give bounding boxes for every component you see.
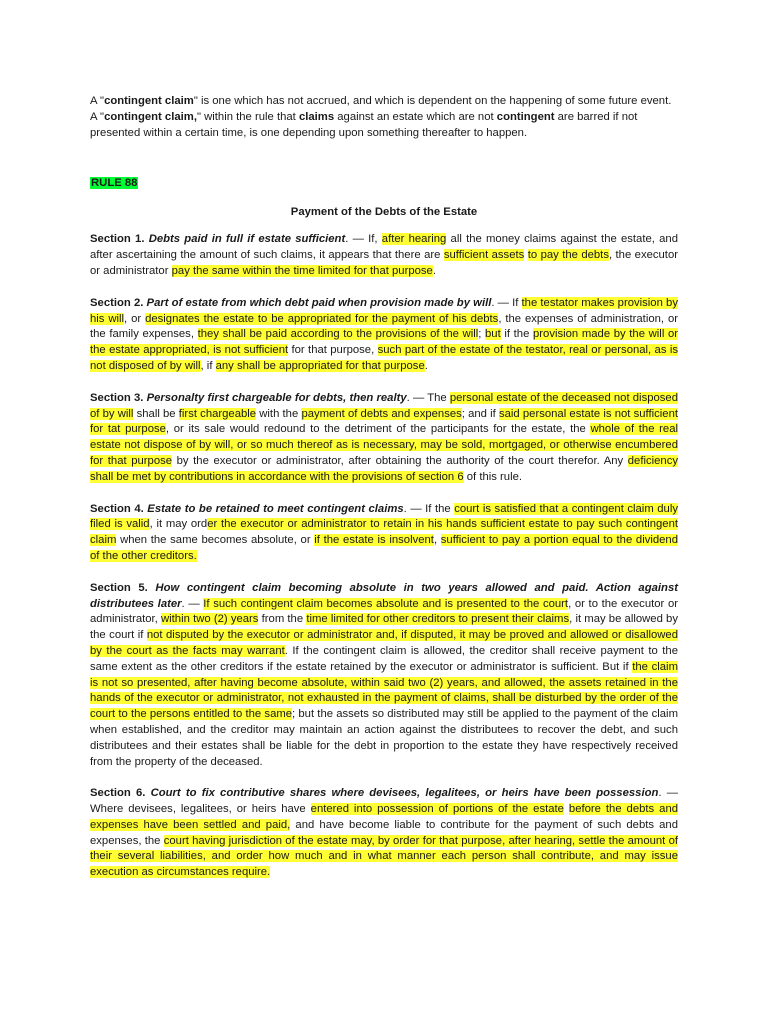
text-run: contingent claim, (104, 110, 197, 123)
text-run: . — Where devisees, legalitees, or heirs have (90, 787, 678, 816)
text-run: , it may be allowed by the court if (90, 613, 678, 642)
highlighted-text: provision made by the will or the estate appropriated, is not sufficient (90, 328, 679, 357)
text-run: . — (181, 597, 204, 610)
text-run: Section 2. (90, 296, 147, 309)
text-run: and have become liable to contribute for the payment of such debts and expenses, the (90, 818, 678, 847)
document-title: Payment of the Debts of the Estate (290, 206, 478, 219)
highlighted-text: but (485, 328, 501, 341)
text-run: , or to the executor or administrator, (90, 597, 678, 626)
text-run: , the expenses of administration, or the family expenses, (90, 312, 678, 341)
intro-paragraph (90, 94, 678, 141)
text-run: , or (124, 312, 146, 325)
highlighted-text: before the debts and expenses have been settled and paid, (90, 803, 679, 831)
text-run: if the (500, 328, 533, 341)
text-run: " is one which has not accrued, and which is dependent on the happening of some future event. A " (90, 95, 672, 123)
text-run: by the executor or administrator, after obtaining the authority of the court therefor. Any (172, 454, 628, 467)
text-run: Section 1. (90, 233, 149, 246)
text-run: , (433, 534, 441, 547)
highlighted-text: payment of debts and expenses (301, 407, 462, 420)
text-run: for that purpose, (288, 344, 378, 357)
text-run: Estate to be retained to meet contingent claims (147, 502, 404, 515)
highlighted-text: pay the same within the time limited for that purpose (171, 264, 433, 277)
highlighted-text: said personal estate is not sufficient for tat purpose (90, 407, 678, 436)
text-run: . If the contingent claim is allowed, the creditor shall receive payment to the same extent as the other creditors if the estate retained by the executor or administrator is sufficient. But if (90, 644, 678, 673)
text-run: Debts paid in full if estate sufficient (148, 233, 346, 246)
text-run: all the money claims against the estate, and after ascertaining the amount of such claims, it appears that there are (90, 233, 678, 262)
text-run: Section 5. (90, 581, 156, 594)
highlighted-text: If such contingent claim becomes absolute and is presented to the court (203, 597, 569, 610)
text-run: shall be (133, 407, 179, 420)
highlighted-text: er the executor or administrator to retain in his hands sufficient estate to pay such contingent claim (90, 518, 678, 547)
text-run: . — The (406, 391, 450, 404)
text-run: , it may ord (149, 518, 208, 531)
highlighted-text: court is satisfied that a contingent claim duly filed is valid (90, 502, 678, 531)
text-run: . (432, 264, 436, 277)
text-run: ; (478, 328, 486, 341)
text-run: Section 3. (90, 391, 147, 404)
text-run: How contingent claim becoming absolute in two years allowed and paid. Action against distributees later (90, 581, 678, 610)
rule-label: RULE 88 (91, 177, 138, 190)
text-run: are barred if not presented within a certain time, is one depending upon something thereafter to happen. (90, 110, 638, 139)
text-run: ; but the assets so distributed may still be applied to the payment of the claim when established, and the creditor may maintain an action against the distributees to recover the debt, and such distributees and their estates shall be liable for the debt in proportion to the estate they have respectively received from the property of the deceased. (90, 708, 678, 768)
highlighted-text: after hearing (381, 233, 447, 246)
highlighted-text: entered into possession of portions of the estate (310, 803, 564, 816)
rule-heading-wrap (90, 173, 678, 191)
text-run: Court to fix contributive shares where devisees, legalitees, or heirs have been possession (150, 787, 659, 800)
highlighted-text: first chargeable (178, 407, 257, 420)
text-run: , or its sale would redound to the detriment of the participants for the estate, the (165, 423, 591, 436)
text-run: Personalty first chargeable for debts, then realty (146, 391, 407, 404)
text-run: , if (200, 359, 216, 372)
section-5 (90, 581, 678, 771)
highlighted-text: the testator makes provision by his will (90, 296, 678, 325)
highlighted-text: within two (2) years (161, 613, 259, 626)
highlighted-text: to pay the debts (527, 249, 609, 262)
highlighted-text: any shall be appropriated for that purpose (215, 359, 425, 372)
section-3 (90, 391, 678, 486)
text-run: Section 6. (90, 787, 151, 800)
text-run: Part of estate from which debt paid when provision made by will (146, 296, 492, 309)
highlighted-text: such part of the estate of the testator, real or personal, as is not disposed of by will (90, 344, 679, 372)
text-run: Section 4. (90, 502, 148, 515)
text-run: against an estate which are not (334, 110, 497, 123)
highlighted-text: court having jurisdiction of the estate may, by order for that purpose, after hearing, settle the amount of their several liabilities, and order how much and in what manner each person shall contribute, and may issue execution as circumstances require. (90, 834, 679, 879)
highlighted-text: whole of the real estate not dispose of by will, or so much thereof as is necessary, may be sold, mortgaged, or otherwise encumbered for that purpose (90, 423, 678, 467)
text-run: , the executor or administrator (90, 249, 678, 277)
highlighted-text: they shall be paid according to the provisions of the will (197, 328, 479, 341)
highlighted-text: sufficient to pay a portion equal to the dividend of the other creditors. (90, 534, 679, 562)
text-run: of this rule. (463, 470, 523, 483)
highlighted-text: not disputed by the executor or administrator and, if disputed, it may be proved and allowed or disallowed by the court as the facts may warrant (90, 629, 678, 657)
text-run: contingent (496, 110, 555, 123)
highlighted-text: deficiency shall be met by contributions in accordance with the provisions of section 6 (90, 454, 679, 483)
text-run: from the (258, 613, 307, 626)
text-run: . — If, (345, 233, 382, 246)
text-run: ; and if (461, 407, 499, 420)
highlighted-text: if the estate is insolvent (314, 534, 434, 547)
section-2 (90, 296, 678, 375)
text-run: when the same becomes absolute, or (116, 534, 315, 547)
highlighted-text: personal estate of the deceased not disposed of by will (90, 391, 678, 420)
text-run: with the (256, 407, 302, 420)
highlighted-text: the claim is not so presented, after having become absolute, within said two (2) years, and allowed, the assets retained in the hands of the executor or administrator, not exhausted in the payment of claims, shall be disturbed by the order of the court to the persons entitled to the same (90, 660, 678, 721)
section-6 (90, 786, 678, 881)
text-run: " within the rule that (196, 110, 299, 123)
text-run: A " (90, 95, 105, 107)
text-run: . — If (491, 296, 522, 309)
text-run: claims (298, 110, 335, 123)
section-4 (90, 502, 678, 565)
highlighted-text: time limited for other creditors to present their claims (306, 613, 570, 626)
highlighted-text: designates the estate to be appropriated for the payment of his debts (145, 312, 499, 325)
text-run: . (424, 359, 428, 372)
text-run: . — If the (403, 502, 455, 515)
section-1 (90, 232, 678, 279)
highlighted-text: sufficient assets (443, 249, 525, 262)
text-run: contingent claim (104, 95, 194, 107)
